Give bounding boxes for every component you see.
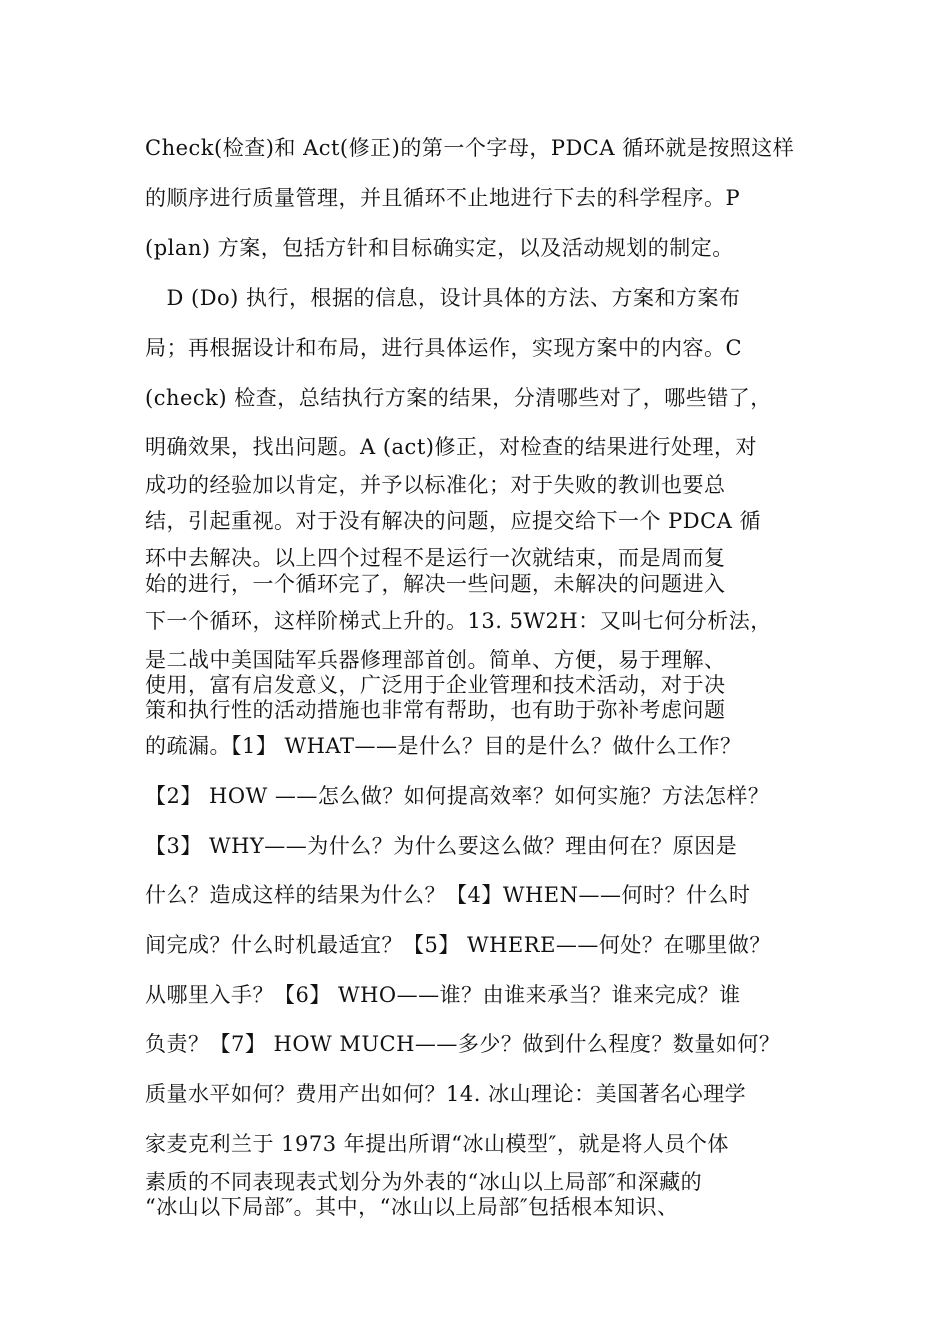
text-line: 素质的不同表现表式划分为外表的“冰山以上局部″和深藏的	[145, 1170, 703, 1194]
text-line: 成功的经验加以肯定，并予以标准化；对于失败的教训也要总	[145, 473, 726, 497]
text-line: 的顺序进行质量管理，并且循环不止地进行下去的科学程序。P	[145, 186, 741, 210]
text-line: 从哪里入手？【6】 WHO——谁？由谁来承当？谁来完成？谁	[145, 983, 741, 1007]
text-line: 负责？【7】 HOW MUCH——多少？做到什么程度？数量如何？	[145, 1032, 781, 1056]
text-line: 质量水平如何？费用产出如何？14. 冰山理论：美国著名心理学	[145, 1082, 747, 1106]
text-line: 家麦克利兰于 1973 年提出所谓“冰山模型″，就是将人员个体	[145, 1132, 729, 1156]
text-line: 始的进行，一个循环完了，解决一些问题，未解决的问题进入	[145, 572, 726, 596]
text-line: D (Do) 执行，根据的信息，设计具体的方法、方案和方案布	[145, 286, 741, 310]
text-line: 【3】 WHY——为什么？为什么要这么做？理由何在？原因是	[145, 834, 738, 858]
text-line: 环中去解决。以上四个过程不是运行一次就结束，而是周而复	[145, 546, 726, 570]
text-line: 策和执行性的活动措施也非常有帮助，也有助于弥补考虑问题	[145, 698, 726, 722]
text-line: “冰山以下局部″。其中，“冰山以上局部″包括根本知识、	[145, 1195, 679, 1219]
text-line: 【2】 HOW ——怎么做？如何提高效率？如何实施？方法怎样？	[145, 784, 770, 808]
text-line: 结，引起重视。对于没有解决的问题，应提交给下一个 PDCA 循	[145, 509, 762, 533]
text-line: Check(检查)和 Act(修正)的第一个字母，PDCA 循环就是按照这样	[145, 136, 795, 160]
text-line: 间完成？什么时机最适宜？【5】 WHERE——何处？在哪里做？	[145, 933, 771, 957]
text-line: 使用，富有启发意义，广泛用于企业管理和技术活动，对于决	[145, 673, 726, 697]
text-line: (plan) 方案，包括方针和目标确实定，以及活动规划的制定。	[145, 236, 734, 260]
text-line: 明确效果，找出问题。A (act)修正，对检查的结果进行处理，对	[145, 435, 757, 459]
text-line: 的疏漏。【1】 WHAT——是什么？目的是什么？做什么工作？	[145, 734, 742, 758]
text-line: 局；再根据设计和布局，进行具体运作，实现方案中的内容。C	[145, 336, 743, 360]
text-line: 下一个循环，这样阶梯式上升的。13. 5W2H：又叫七何分析法，	[145, 609, 772, 633]
text-line: 是二战中美国陆军兵器修理部首创。简单、方便，易于理解、	[145, 648, 726, 672]
text-line: 什么？造成这样的结果为什么？【4】WHEN——何时？什么时	[145, 883, 751, 907]
text-line: (check) 检查，总结执行方案的结果，分清哪些对了，哪些错了，	[145, 386, 772, 410]
